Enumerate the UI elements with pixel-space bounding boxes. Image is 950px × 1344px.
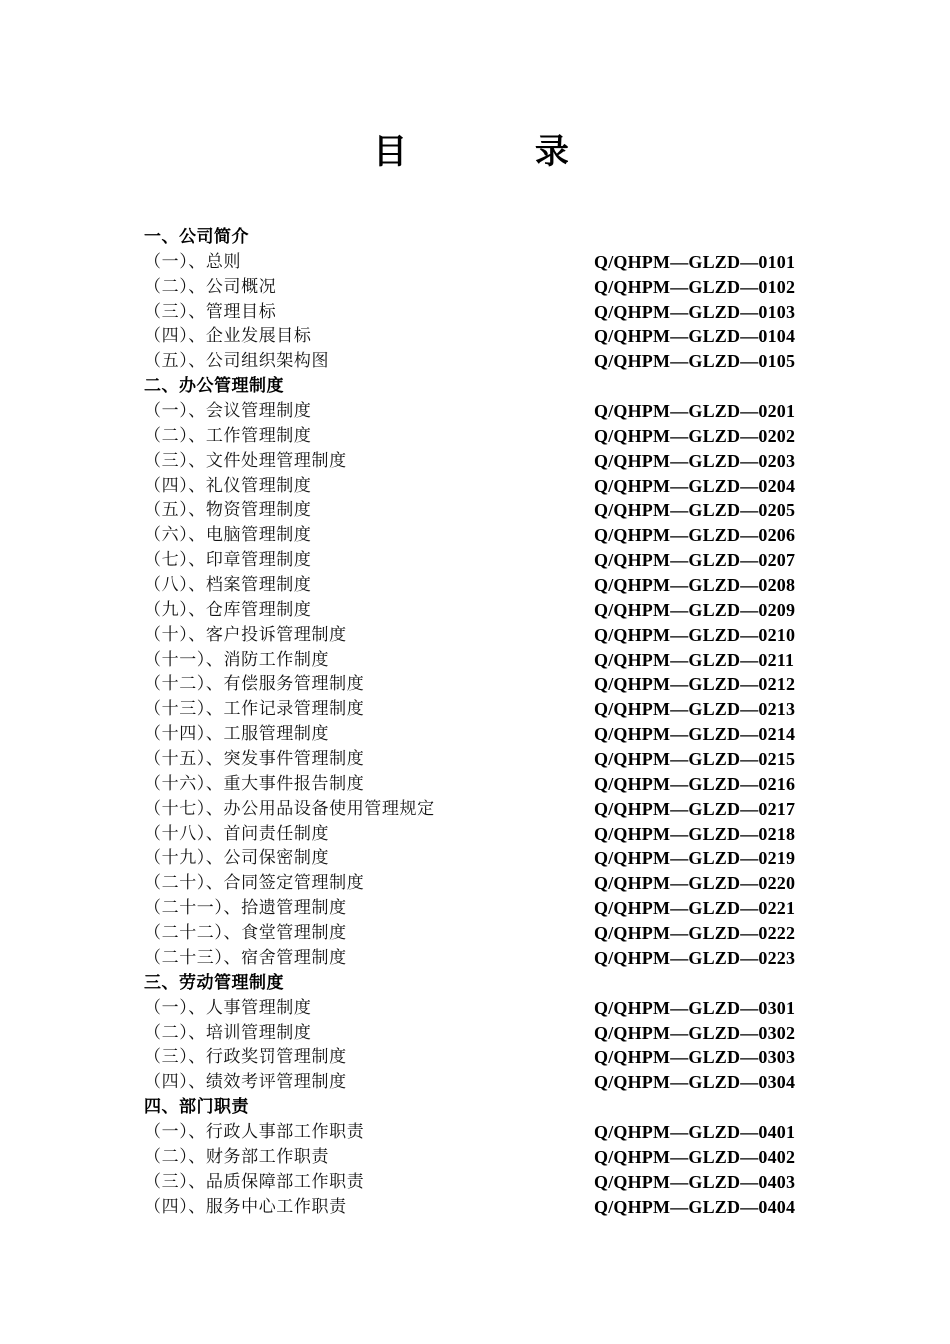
toc-entry <box>144 946 808 971</box>
entry-document-code: Q/QHPM—GLZD—0213 <box>594 699 796 720</box>
toc-entry <box>144 250 808 275</box>
toc-entry <box>144 772 808 797</box>
entry-document-code: Q/QHPM—GLZD—0302 <box>594 1022 796 1043</box>
toc-entry <box>144 548 808 573</box>
entry-title: （一）、人事管理制度 <box>144 997 312 1018</box>
entry-title: （十三）、工作记录管理制度 <box>144 699 365 720</box>
section-title: 三、劳动管理制度 <box>144 972 284 993</box>
entry-document-code: Q/QHPM—GLZD—0221 <box>594 898 796 919</box>
toc-entry <box>144 1120 808 1145</box>
toc-entry <box>144 424 808 449</box>
entry-document-code: Q/QHPM—GLZD—0101 <box>594 251 796 272</box>
entry-document-code: Q/QHPM—GLZD—0102 <box>594 276 796 297</box>
toc-section-heading <box>144 225 808 250</box>
entry-title: （二十一）、拾遗管理制度 <box>144 898 347 919</box>
toc-entry <box>144 1021 808 1046</box>
entry-title: （四）、礼仪管理制度 <box>144 475 312 496</box>
toc-entry <box>144 1195 808 1220</box>
entry-document-code: Q/QHPM—GLZD—0216 <box>594 773 796 794</box>
entry-document-code: Q/QHPM—GLZD—0210 <box>594 624 796 645</box>
toc-entry <box>144 846 808 871</box>
entry-document-code: Q/QHPM—GLZD—0303 <box>594 1047 796 1068</box>
toc-entry <box>144 1070 808 1095</box>
toc-entry <box>144 449 808 474</box>
entry-document-code: Q/QHPM—GLZD—0214 <box>594 724 796 745</box>
toc-entry <box>144 275 808 300</box>
entry-title: （四）、服务中心工作职责 <box>144 1196 347 1217</box>
toc-entry <box>144 598 808 623</box>
entry-document-code: Q/QHPM—GLZD—0301 <box>594 997 796 1018</box>
entry-document-code: Q/QHPM—GLZD—0403 <box>594 1171 796 1192</box>
entry-title: （二）、工作管理制度 <box>144 425 312 446</box>
toc-entry <box>144 1170 808 1195</box>
toc-entry <box>144 300 808 325</box>
entry-document-code: Q/QHPM—GLZD—0204 <box>594 475 796 496</box>
toc-entry <box>144 896 808 921</box>
toc-entry <box>144 747 808 772</box>
entry-document-code: Q/QHPM—GLZD—0103 <box>594 301 796 322</box>
toc-entry <box>144 697 808 722</box>
entry-title: （十七）、办公用品设备使用管理规定 <box>144 798 435 819</box>
entry-document-code: Q/QHPM—GLZD—0203 <box>594 450 796 471</box>
section-title: 二、办公管理制度 <box>144 376 284 397</box>
entry-document-code: Q/QHPM—GLZD—0401 <box>594 1121 796 1142</box>
toc-entry <box>144 324 808 349</box>
table-of-contents <box>144 225 808 1219</box>
toc-entry <box>144 1145 808 1170</box>
entry-document-code: Q/QHPM—GLZD—0206 <box>594 525 796 546</box>
entry-title: （十五）、突发事件管理制度 <box>144 749 365 770</box>
entry-document-code: Q/QHPM—GLZD—0304 <box>594 1072 796 1093</box>
section-title: 一、公司简介 <box>144 227 249 247</box>
entry-document-code: Q/QHPM—GLZD—0402 <box>594 1146 796 1167</box>
toc-entry <box>144 523 808 548</box>
entry-title: （七）、印章管理制度 <box>144 550 312 571</box>
entry-document-code: Q/QHPM—GLZD—0223 <box>594 947 796 968</box>
toc-section-heading <box>144 374 808 399</box>
entry-title: （一）、会议管理制度 <box>144 401 312 422</box>
entry-title: （十）、客户投诉管理制度 <box>144 624 347 645</box>
toc-entry <box>144 672 808 697</box>
entry-title: （五）、物资管理制度 <box>144 500 312 521</box>
entry-document-code: Q/QHPM—GLZD—0104 <box>594 326 796 347</box>
toc-entry <box>144 474 808 499</box>
entry-title: （二十）、合同签定管理制度 <box>144 873 365 894</box>
entry-title: （十四）、工服管理制度 <box>144 724 330 745</box>
entry-document-code: Q/QHPM—GLZD—0404 <box>594 1196 796 1217</box>
toc-entry <box>144 921 808 946</box>
page-title: 目 录 <box>373 132 627 172</box>
toc-section-heading <box>144 971 808 996</box>
entry-document-code: Q/QHPM—GLZD—0209 <box>594 599 796 620</box>
toc-entry <box>144 797 808 822</box>
toc-entry <box>144 1045 808 1070</box>
toc-section-heading <box>144 1095 808 1120</box>
entry-title: （三）、品质保障部工作职责 <box>144 1171 365 1192</box>
toc-entry <box>144 996 808 1021</box>
entry-title: （十九）、公司保密制度 <box>144 848 330 869</box>
toc-entry <box>144 648 808 673</box>
entry-document-code: Q/QHPM—GLZD—0217 <box>594 798 796 819</box>
entry-document-code: Q/QHPM—GLZD—0211 <box>594 649 795 670</box>
entry-document-code: Q/QHPM—GLZD—0222 <box>594 923 796 944</box>
entry-document-code: Q/QHPM—GLZD—0201 <box>594 401 796 422</box>
entry-document-code: Q/QHPM—GLZD—0212 <box>594 674 796 695</box>
entry-title: （八）、档案管理制度 <box>144 575 312 596</box>
entry-title: （十二）、有偿服务管理制度 <box>144 674 365 695</box>
entry-title: （四）、企业发展目标 <box>144 326 312 347</box>
entry-document-code: Q/QHPM—GLZD—0207 <box>594 550 796 571</box>
entry-document-code: Q/QHPM—GLZD—0208 <box>594 575 796 596</box>
entry-document-code: Q/QHPM—GLZD—0205 <box>594 500 796 521</box>
entry-title: （四）、绩效考评管理制度 <box>144 1072 347 1093</box>
entry-document-code: Q/QHPM—GLZD—0105 <box>594 351 796 372</box>
entry-title: （六）、电脑管理制度 <box>144 525 312 546</box>
entry-document-code: Q/QHPM—GLZD—0215 <box>594 749 796 770</box>
entry-title: （三）、文件处理管理制度 <box>144 450 347 471</box>
entry-title: （一）、总则 <box>144 251 242 272</box>
section-title: 四、部门职责 <box>144 1097 249 1118</box>
entry-title: （九）、仓库管理制度 <box>144 599 312 620</box>
entry-document-code: Q/QHPM—GLZD—0220 <box>594 873 796 894</box>
entry-title: （十一）、消防工作制度 <box>144 649 330 670</box>
entry-title: （二）、培训管理制度 <box>144 1022 312 1043</box>
entry-document-code: Q/QHPM—GLZD—0218 <box>594 823 796 844</box>
entry-title: （十八）、首问责任制度 <box>144 823 330 844</box>
entry-title: （二）、公司概况 <box>144 276 277 297</box>
entry-title: （二十三）、宿舍管理制度 <box>144 947 347 968</box>
entry-title: （三）、行政奖罚管理制度 <box>144 1047 347 1068</box>
toc-entry <box>144 573 808 598</box>
entry-title: （二十二）、食堂管理制度 <box>144 923 347 944</box>
entry-title: （十六）、重大事件报告制度 <box>144 773 365 794</box>
toc-entry <box>144 498 808 523</box>
entry-title: （五）、公司组织架构图 <box>144 351 330 372</box>
entry-title: （二）、财务部工作职责 <box>144 1146 330 1167</box>
toc-entry <box>144 399 808 424</box>
toc-entry <box>144 871 808 896</box>
toc-entry <box>144 623 808 648</box>
toc-entry <box>144 822 808 847</box>
entry-title: （三）、管理目标 <box>144 301 277 322</box>
entry-document-code: Q/QHPM—GLZD—0202 <box>594 425 796 446</box>
entry-title: （一）、行政人事部工作职责 <box>144 1121 365 1142</box>
entry-document-code: Q/QHPM—GLZD—0219 <box>594 848 796 869</box>
toc-entry <box>144 349 808 374</box>
toc-entry <box>144 722 808 747</box>
